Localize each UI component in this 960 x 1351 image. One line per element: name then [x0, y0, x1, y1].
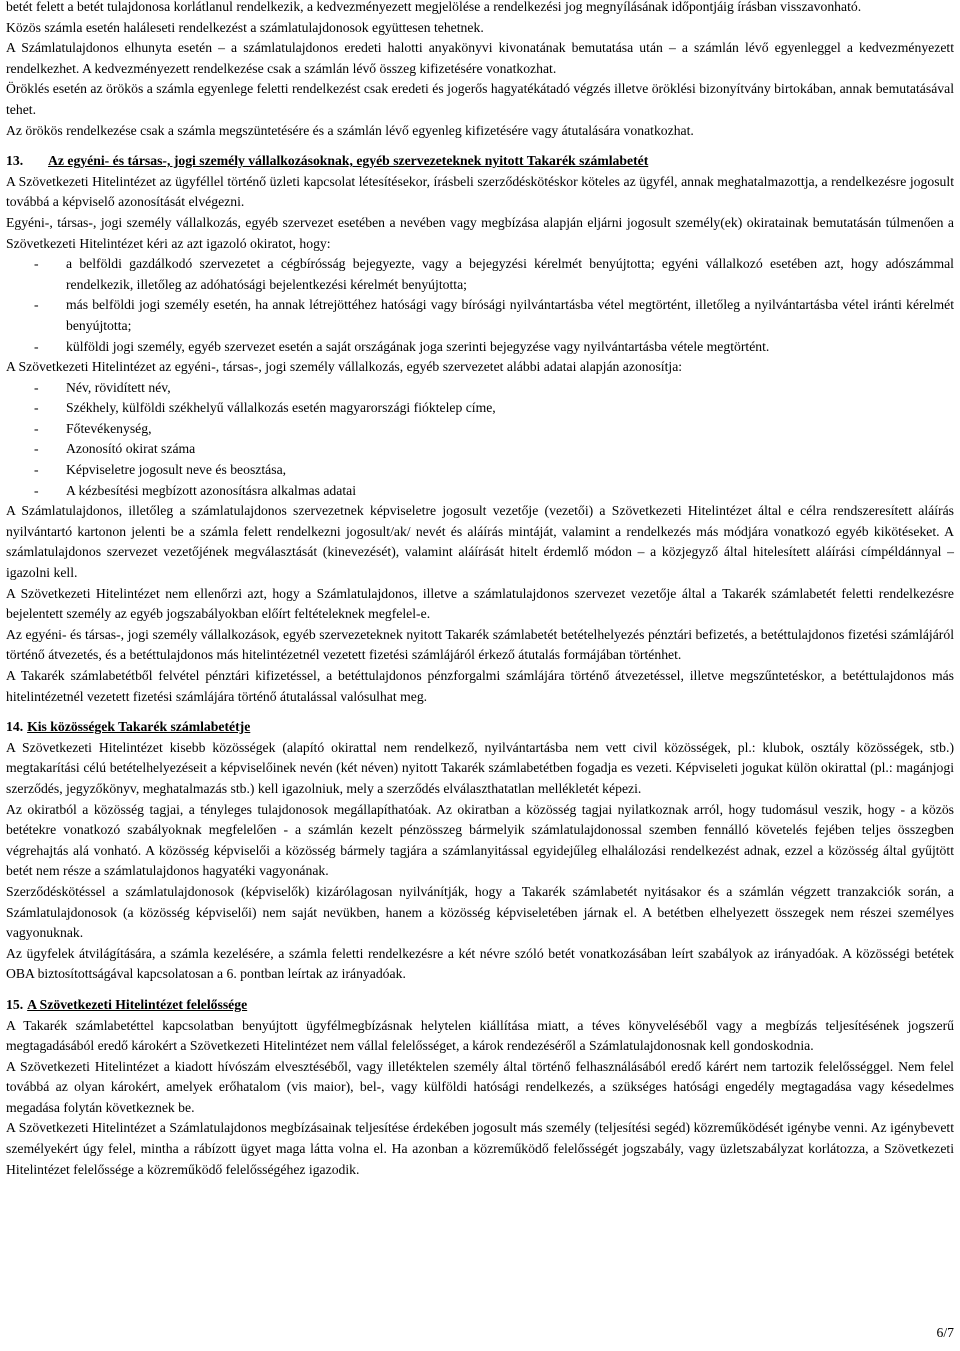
paragraph: A Szövetkezeti Hitelintézet az ügyféllel történő üzleti kapcsolat létesítésekor, írásbeli szerződéskötéskor köteles az ügyfél, annak meghatalmazottja, a rendelkezésre jogosult továbbá a képviselő azonosítását elvégezni. — [6, 173, 954, 210]
dash-list — [6, 378, 954, 502]
section-heading-13 — [6, 151, 954, 172]
list-item: - Név, rövidített név, — [6, 378, 954, 399]
section-title: Az egyéni- és társas-, jogi személy vállalkozásoknak, egyéb szervezeteknek nyitott Takarék számlabetét — [48, 153, 649, 169]
section-heading-14 — [6, 717, 954, 738]
section-number: 14. — [6, 719, 24, 735]
paragraph: A Számlatulajdonos elhunyta esetén – a számlatulajdonos eredeti halotti anyakönyvi kivonatának bemutatása után – a számlán lévő egyenleggel a kedvezményezett rendelkezhet. A kedvezményezett rendelkezése csak a számlán lévő összeg kifizetésére vonatkozhat. — [6, 40, 954, 76]
paragraph: betét felett a betét tulajdonosa korlátlanul rendelkezik, a kedvezményezett megjelölése a rendelkezési jog megnyílásának időpontjáig írásban visszavonható. — [6, 0, 862, 14]
section-number: 13. — [6, 153, 24, 169]
paragraph: A Szövetkezeti Hitelintézet a kiadott hívószám elvesztéséből, vagy illetéktelen személy által történő felhasználásából eredő kárért nem tartozik felelősséggel. Nem felel továbbá az olyan károkért, amelyek erőhatalom (vis maior), bel-, vagy külföldi hatósági rendelkezés, a szükséges hatósági engedély megtagadása vagy késedelmes megadása folytán következnek be. — [6, 1058, 954, 1115]
paragraph: Szerződéskötéssel a számlatulajdonosok (képviselők) kizárólagosan nyilvánítják, hogy a Takarék számlabetét nyitásakor és a számlán végzett tranzakciók során, a Számlatulajdonosok (a közösség képviselői) nem saját nevükben, hanem a közösség képviseletében járnak el. A betétben elhelyezett összegek nem részei személyes vagyonuknak. — [6, 883, 954, 941]
list-item: - A kézbesítési megbízott azonosításra alkalmas adatai — [6, 481, 954, 502]
dash-list — [6, 254, 954, 357]
paragraph: Egyéni-, társas-, jogi személy vállalkozás, egyéb szervezet esetében a nevében vagy megbízása alapján eljárni jogosult személy(ek) okiratainak bemutatásán túlmenően a Szövetkezeti Hitelintézet kéri az azt igazoló okiratot, hogy: — [6, 214, 954, 251]
list-item: - a belföldi gazdálkodó szervezetet a cégbírósság bejegyezte, vagy a bejegyzési kérelmét benyújtotta; egyéni vállalkozó esetében azt, hogy adószámmal rendelkezik, illetőleg az adóhatósági bejelentkezési kérelmét benyújtotta; — [6, 254, 954, 295]
paragraph: A Számlatulajdonos, illetőleg a számlatulajdonos szervezetnek képviseletre jogosult vezetője (vezetői) a Szövetkezeti Hitelintézet által e célra rendszeresített aláírás nyilvántartó kartonon jelenti be a számla felett rendelkezni jogosult/ak/ nevét és aláírás mintáját, valamint a rendelkezés más módjára vonatkozó egyéb kikötéseket. A számlatulajdonos szervezet vezetőjének megválasztását (kinevezését), valamint aláírását hitelt érdemlő módon – a közjegyző által hitelesített aláírási címpéldánnyal – igazolni kell. — [6, 503, 954, 581]
paragraph: Az örökös rendelkezése csak a számla megszüntetésére és a számlán lévő egyenleg kifizetésére vagy átutalására vonatkozhat. — [6, 122, 694, 138]
section-number: 15. — [6, 996, 24, 1012]
paragraph: A Szövetkezeti Hitelintézet nem ellenőrzi azt, hogy a Számlatulajdonos, illetve a számlatulajdonos szervezet vezetője által a Takarék számlabetét feletti rendelkezésre bejelentett személy az egyéb jogszabályokban előírt feltételeknek megfelel-e. — [6, 585, 954, 622]
paragraph: A Szövetkezeti Hitelintézet kisebb közösségek (alapító okirattal nem rendelkező, nyilvántartásba nem vett civil közösségek, pl.: klubok, osztály közösségek, stb.) megtakarítási célú betételhelyezéseit a képviselőinek nevén (két néven) nyitott Takarék számlabetétben fogadja es vezeti. Képviseleti jogukat külön okirattal (pl.: magánjogi szerződés, jegyzőkönyv, meghatalmazás stb.) kell igazolniuk, mely a szerződés elválaszthatatlan mellékletét képezi. — [6, 739, 954, 796]
paragraph: A Szövetkezeti Hitelintézet az egyéni-, társas-, jogi személy vállalkozás, egyéb szervezetet alábbi adatai alapján azonosítja: — [6, 359, 683, 375]
paragraph: Az ügyfelek átvilágítására, a számla kezelésére, a számla feletti rendelkezésre a két névre szóló betét vonatkozásában leírt szabályok az irányadóak. A közösségi betétek OBA biztosítottságával kapcsolatosan a 6. pontban leírtak az irányadóak. — [6, 945, 954, 982]
list-item: - Főtevékenység, — [6, 419, 954, 440]
list-item: - más belföldi jogi személy esetén, ha annak létrejöttéhez hatósági vagy bírósági nyilvántartásba vétel megtörtént, illetőleg a nyilvántartásba vétel iránti kérelmét benyújtotta; — [6, 295, 954, 336]
paragraph: Öröklés esetén az örökös a számla egyenlege feletti rendelkezést csak eredeti és jogerős hagyatékátadó végzés illetve öröklési bizonyítvány birtokában, annak bemutatásával tehet. — [6, 81, 954, 117]
paragraph: A Takarék számlabetétből felvétel pénztári kifizetéssel, a betéttulajdonos pénzforgalmi számlájára történő átvezetéssel, illetve megszűntetéskor, a betéttulajdonos más hitelintézetnél vezetett fizetési számlájára történő átutalással valósulhat meg. — [6, 668, 954, 704]
paragraph: Az egyéni- és társas-, jogi személy vállalkozások, egyéb szervezeteknek nyitott Takarék számlabetét betételhelyezés pénztári befizetés, a betéttulajdonos fizetési számlájáról történő átvezetés, és a betéttulajdonos más hitelintézetnél vezetett fizetési számlájáról érkező átutalás formájában történhet. — [6, 626, 954, 663]
section-title: A Szövetkezeti Hitelintézet felelőssége — [27, 996, 248, 1012]
list-item: - Azonosító okirat száma — [6, 439, 954, 460]
list-item: - Képviseletre jogosult neve és beosztása, — [6, 460, 954, 481]
list-item: - külföldi jogi személy, egyéb szervezet esetén a saját országának joga szerinti bejegyzése vagy nyilvántartásba vétele megtörtént. — [6, 337, 954, 358]
section-title: Kis közösségek Takarék számlabetétje — [27, 719, 251, 735]
section-heading-15 — [6, 995, 954, 1016]
document-content — [6, 0, 954, 1180]
list-item: - Székhely, külföldi székhelyű vállalkozás esetén magyarországi fióktelep címe, — [6, 398, 954, 419]
paragraph: A Szövetkezeti Hitelintézet a Számlatulajdonos megbízásainak teljesítése érdekében jogosult más személy (teljesítési segéd) közreműködését igénybe venni. Az igénybevett személyekért úgy felel, mintha a rábízott ügyet maga látta volna el. Ha azonban a közreműködő felelősségét jogszabály, vagy üzletszabályzat korlátozza, a Szövetkezeti Hitelintézet felelőssége a közreműködő felelősségéhez igazodik. — [6, 1120, 954, 1177]
paragraph: Közös számla esetén haláleseti rendelkezést a számlatulajdonosok együttesen tehetnek. — [6, 19, 484, 35]
page-number: 6/7 — [936, 1325, 954, 1341]
paragraph: A Takarék számlabetéttel kapcsolatban benyújtott ügyfélmegbízásnak helytelen kiállítása miatt, a téves könyveléséből vagy a megbízás teljesítésének jogszerű megtagadásából eredő károkért a Szövetkezeti Hitelintézet nem vállal felelősséget, a károk rendezéséről a Számlatulajdonosnak kell gondoskodnia. — [6, 1017, 954, 1054]
paragraph: Az okiratból a közösség tagjai, a tényleges tulajdonosok megállapíthatóak. Az okiratban a közösség tagjai nyilatkoznak arról, hogy tudomásul veszik, hogy - a közös betétekre vonatkozó szabályoknak megfelelően - a számlán kezelt pénzösszeg bármelyik számlatulajdonossal szemben fennálló követelés fejében teljes összegben végrehajtás alá vonható. A közösség képviselői a közösség bármely tagjára a számlanyitással egyidejűleg elhalálozási rendelkezést adnak, ezzel a közösség által gyűjtött betét nem része a számlatulajdonos hagyatéki vagyonának. — [6, 801, 954, 879]
